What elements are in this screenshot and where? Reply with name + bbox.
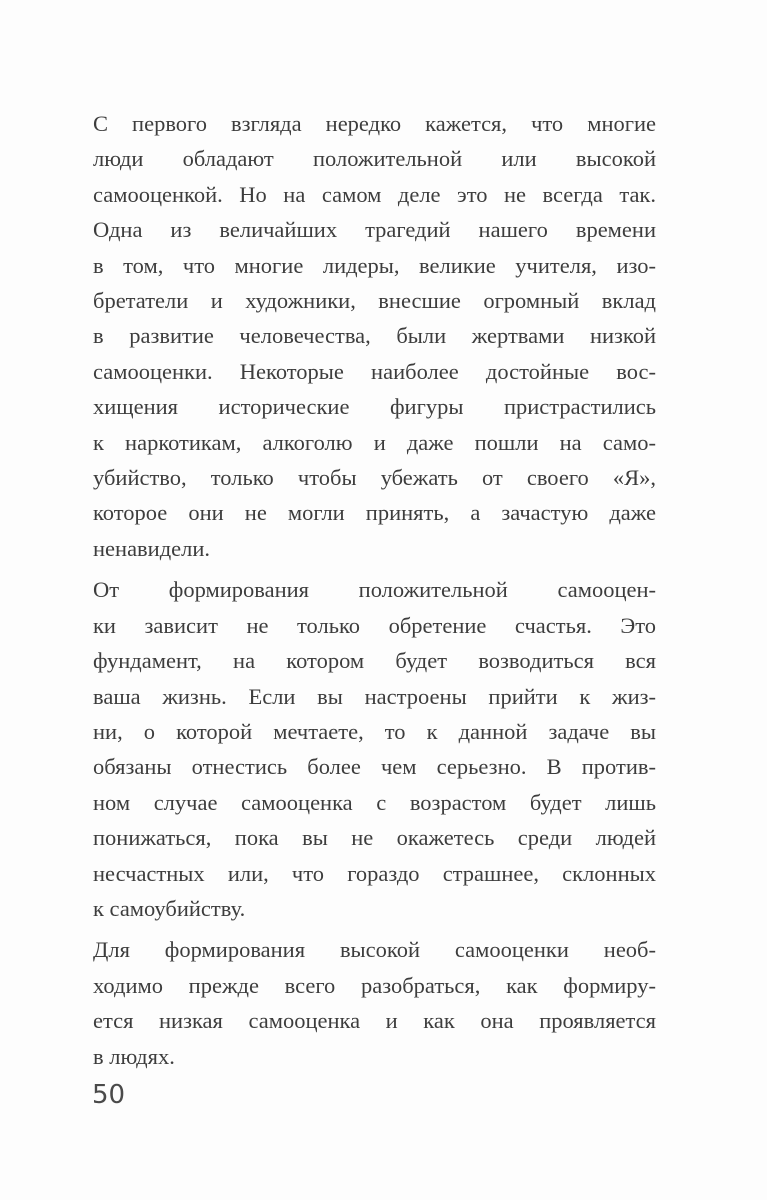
text-line: которое они не могли принять, а зачастую даже [93,500,656,526]
text-line: Для формирования высокой самооценки необ- [93,937,656,963]
text-line: к самоубийству. [93,895,246,921]
text-line: несчастных или, что гораздо страшнее, склонных [93,860,656,886]
text-line: ется низкая самооценка и как она проявляется [93,1008,656,1034]
text-line: в развитие человечества, были жертвами низкой [93,323,656,349]
text-line: ваша жизнь. Если вы настроены прийти к жиз- [93,683,656,709]
text-line: ненавидели. [93,535,211,561]
text-line: От формирования положительной самооцен- [93,577,656,603]
paragraph [93,932,656,1074]
text-line: понижаться, пока вы не окажетесь среди людей [93,825,656,851]
text-line: фундамент, на котором будет возводиться вся [93,648,656,674]
paragraph [93,572,656,926]
text-line: ном случае самооценка с возрастом будет лишь [93,789,656,815]
text-line: самооценкой. Но на самом деле это не всегда так. [93,181,656,207]
paragraph [93,106,656,566]
text-line: в том, что многие лидеры, великие учителя, изо- [93,252,656,278]
text-line: в людях. [93,1043,175,1069]
text-line: убийство, только чтобы убежать от своего «Я», [93,465,656,491]
text-line: Одна из величайших трагедий нашего времени [93,217,656,243]
text-line: хищения исторические фигуры пристрастились [93,394,656,420]
body-text [93,106,656,1080]
text-line: ходимо прежде всего разобраться, как формиру- [93,972,656,998]
text-line: к наркотикам, алкоголю и даже пошли на само- [93,429,656,455]
text-line: люди обладают положительной или высокой [93,146,656,172]
text-line: обязаны отнестись более чем серьезно. В против- [93,754,656,780]
text-line: ни, о которой мечтаете, то к данной задаче вы [93,718,656,744]
text-line: ки зависит не только обретение счастья. Это [93,612,656,638]
text-line: самооценки. Некоторые наиболее достойные вос- [93,358,656,384]
text-line: С первого взгляда нередко кажется, что многие [93,111,656,136]
page-number: 50 [92,1080,126,1110]
text-line: бретатели и художники, внесшие огромный вклад [93,288,656,314]
